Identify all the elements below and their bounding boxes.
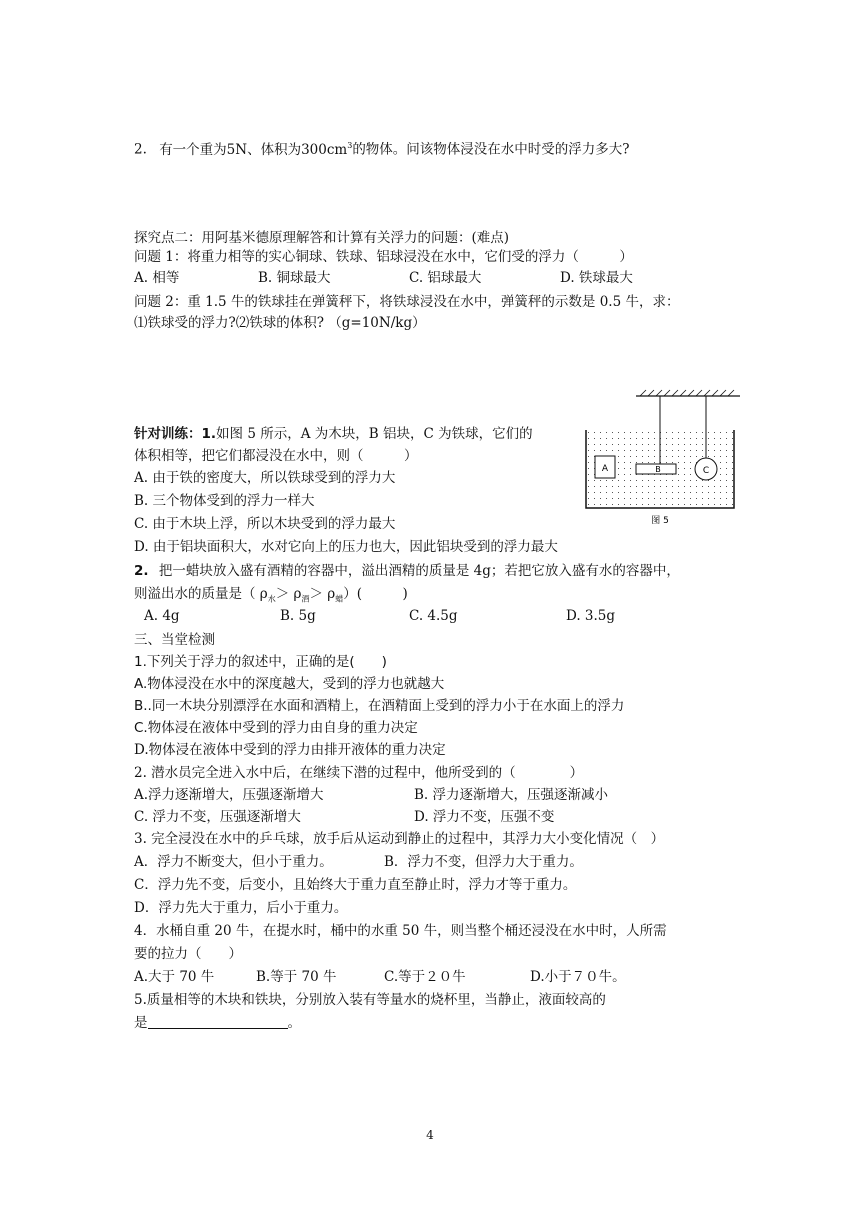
s3-q5-text-post: 。 [287,1015,301,1031]
training-q2-option-c: C. 4.5g [409,608,458,624]
s3-q3-option-a: A．浮力不断变大，但小于重力。 [134,854,333,870]
s3-q1-option-d [134,740,446,760]
cube-superscript: 3 [347,141,353,150]
problem-2-line-2: ⑴铁球受的浮力?⑵铁球的体积? （g=10N/kg） [134,315,426,331]
density-sub-water: 水 [267,594,276,604]
density-sub-alcohol: 酒 [301,594,310,604]
problem-1-option-d: D. 铁球最大 [560,270,633,286]
density-gt-2: ＞ ρ [309,586,336,602]
s3-q2-option-d: D. 浮力不变，压强不变 [414,809,555,825]
problem-1-text: 问题 1：将重力相等的实心铜球、铁球、铝球浸没在水中，它们受的浮力（ ） [134,249,633,265]
s3-q4-option-c: C.等于２０牛 [384,969,466,985]
question-number: 2. [134,141,147,158]
training-q1-option-d: D. 由于铝块面积大，水对它向上的压力也大，因此铝块受到的浮力最大 [134,539,558,555]
problem-2-line-1: 问题 2：重 1.5 牛的铁球挂在弹簧秤下，将铁球浸没在水中，弹簧秤的示数是 0.5 牛，求： [134,294,680,310]
s3-q3-option-c: C．浮力先不变，后变小，且始终大于重力直至静止时，浮力才等于重力。 [134,877,577,893]
figure-5-diagram [580,388,744,528]
answer-blank [148,1014,288,1029]
s3-q5-line-2 [134,1013,301,1033]
density-text-post: ）( ) [343,586,408,602]
s3-q5-text-pre: 是 [134,1015,148,1031]
training-q2-option-a: A. 4g [144,608,180,624]
question-text-pre: 有一个重为5N、体积为300cm [159,141,348,158]
label-a: A [601,464,609,474]
problem-1-option-c: C. 铝球最大 [409,270,482,286]
s3-q2-option-b: B. 浮力逐渐增大，压强逐渐减小 [414,787,609,803]
s3-q1-option-d-text: D.物体浸在液体中受到的浮力由排开液体的重力决定 [134,742,446,758]
figure-caption: 图 5 [651,516,669,526]
problem-1-option-b: B. 铜球最大 [258,270,331,286]
training-q2-option-d: D. 3.5g [566,608,616,624]
training-label: 针对训练： [134,426,202,442]
page-number: 4 [426,1128,434,1142]
training-q1-number: 1. [201,426,217,442]
training-q1-option-c: C. 由于木块上浮，所以木块受到的浮力最大 [134,516,396,532]
s3-q3-option-b: B．浮力不变，但浮力大于重力。 [384,854,583,870]
training-q2-line-1 [134,561,680,581]
s3-q4-option-a: A.大于 70 牛 [134,969,215,985]
s3-q1-option-c: C.物体浸在液体中受到的浮力由自身的重力决定 [134,720,418,736]
s3-q2-option-a: A.浮力逐渐增大，压强逐渐增大 [134,787,324,803]
training-q2-text: 把一蜡块放入盛有酒精的容器中，溢出酒精的质量是 4g；若把它放入盛有水的容器中， [158,563,680,579]
density-gt-1: ＞ ρ [275,586,302,602]
problem-1-option-a: A. 相等 [134,270,180,286]
label-c: C [702,466,710,476]
label-b: B [655,465,661,474]
section-2-title: 探究点二：用阿基米德原理解答和计算有关浮力的问题：(难点) [134,230,510,246]
s3-q4-option-d: D.小于７０牛。 [530,969,626,985]
s3-q1-option-a: A.物体浸没在水中的深度越大，受到的浮力也就越大 [134,676,445,692]
s3-q4-option-b: B.等于 70 牛 [256,969,337,985]
question-2-volume [134,136,630,160]
s3-q5-line-1: 5.质量相等的木块和铁块，分别放入装有等量水的烧杯里，当静止，液面较高的 [134,992,606,1008]
s3-q4-line-2: 要的拉力（ ） [134,946,242,962]
density-text-pre: 则溢出水的质量是（ ρ [134,586,268,602]
s3-q2-text: 2. 潜水员完全进入水中后，在继续下潜的过程中，他所受到的（ ） [134,765,584,781]
s3-q4-line-1: 4．水桶自重 20 牛，在提水时，桶中的水重 50 牛，则当整个桶还浸没在水中时，人所需 [134,923,667,939]
s3-q1-text: 1.下列关于浮力的叙述中，正确的是( ) [134,654,387,670]
training-q2-option-b: B. 5g [280,608,316,624]
training-q1-line-2: 体积相等，把它们都浸没在水中，则（ ） [134,448,418,464]
question-text-post: 的物体。问该物体浸没在水中时受的浮力多大? [352,141,630,158]
training-q1-option-a: A. 由于铁的密度大，所以铁球受到的浮力大 [134,470,396,486]
training-q1-option-b: B. 三个物体受到的浮力一样大 [134,493,315,509]
training-q1-line-1 [134,424,533,444]
density-sub-wax: 蜡 [335,594,344,604]
training-q2-number: 2. [134,563,149,579]
s3-q2-option-c: C. 浮力不变，压强逐渐增大 [134,809,301,825]
training-q1-text: 如图 5 所示，A 为木块，B 铝块，C 为铁球，它们的 [216,426,533,442]
s3-q3-option-d: D．浮力先大于重力，后小于重力。 [134,900,348,916]
s3-q1-option-b: B..同一木块分别漂浮在水面和酒精上，在酒精面上受到的浮力小于在水面上的浮力 [134,698,625,714]
s3-q3-text: 3. 完全浸没在水中的乒乓球，放手后从运动到静止的过程中，其浮力大小变化情况（ ） [134,831,665,847]
section-3-title: 三、当堂检测 [134,632,215,648]
